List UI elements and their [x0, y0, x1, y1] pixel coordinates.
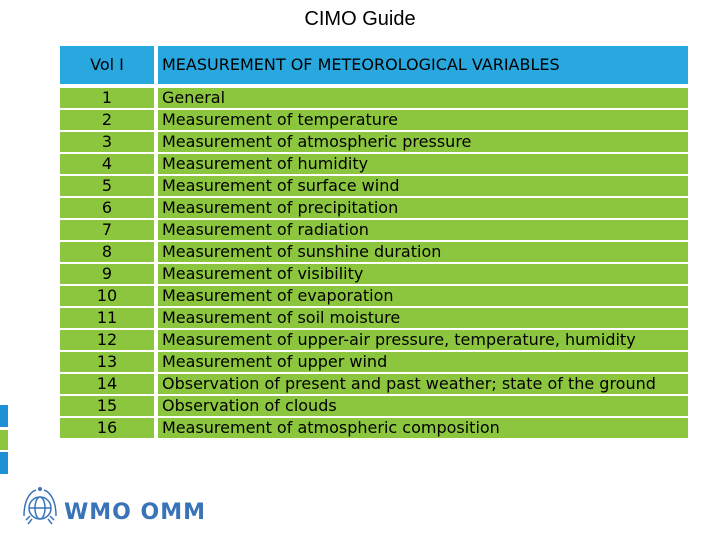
contents-table [60, 46, 688, 438]
table-row [60, 307, 688, 329]
left-accent-bar-blue [0, 405, 8, 427]
table-row [60, 417, 688, 438]
chapter-title: Measurement of evaporation [156, 285, 688, 307]
chapter-number: 9 [60, 263, 156, 285]
chapter-title: Measurement of soil moisture [156, 307, 688, 329]
chapter-number: 15 [60, 395, 156, 417]
chapter-title: Measurement of radiation [156, 219, 688, 241]
chapter-title: Measurement of atmospheric composition [156, 417, 688, 438]
chapter-number: 14 [60, 373, 156, 395]
chapter-number: 16 [60, 417, 156, 438]
table-row [60, 263, 688, 285]
chapter-title: Measurement of upper wind [156, 351, 688, 373]
table-row [60, 395, 688, 417]
chapter-title: Measurement of visibility [156, 263, 688, 285]
chapter-title: Measurement of surface wind [156, 175, 688, 197]
table-row [60, 109, 688, 131]
chapter-number: 3 [60, 131, 156, 153]
chapter-number: 12 [60, 329, 156, 351]
chapter-title: Measurement of sunshine duration [156, 241, 688, 263]
table-row [60, 131, 688, 153]
chapter-title: Measurement of temperature [156, 109, 688, 131]
chapter-title: Measurement of precipitation [156, 197, 688, 219]
left-accent-bar-green [0, 430, 8, 450]
table-row [60, 351, 688, 373]
chapter-number: 10 [60, 285, 156, 307]
chapter-number: 5 [60, 175, 156, 197]
left-accent-bar-blue-lower [0, 452, 8, 474]
wmo-logo-text: WMO OMM [64, 500, 207, 525]
chapter-number: 13 [60, 351, 156, 373]
slide-title: CIMO Guide [304, 8, 416, 30]
table-row [60, 197, 688, 219]
chapter-number: 1 [60, 86, 156, 109]
vol-header: Vol I [60, 46, 156, 86]
chapter-title: Measurement of humidity [156, 153, 688, 175]
table-header-row [60, 46, 688, 86]
chapter-number: 2 [60, 109, 156, 131]
chapter-title: Observation of present and past weather; state of the ground [156, 373, 688, 395]
chapter-number: 4 [60, 153, 156, 175]
table-row [60, 153, 688, 175]
chapter-title: Observation of clouds [156, 395, 688, 417]
table-row [60, 175, 688, 197]
table-row [60, 329, 688, 351]
chapter-title: Measurement of upper-air pressure, temperature, humidity [156, 329, 688, 351]
table-row [60, 219, 688, 241]
table-row [60, 241, 688, 263]
table-row [60, 373, 688, 395]
chapter-number: 7 [60, 219, 156, 241]
table-row [60, 285, 688, 307]
chapter-title: Measurement of atmospheric pressure [156, 131, 688, 153]
table-row [60, 86, 688, 109]
section-title-header: MEASUREMENT OF METEOROLOGICAL VARIABLES [156, 46, 688, 86]
chapter-number: 6 [60, 197, 156, 219]
chapter-number: 8 [60, 241, 156, 263]
chapter-number: 11 [60, 307, 156, 329]
chapter-title: General [156, 86, 688, 109]
